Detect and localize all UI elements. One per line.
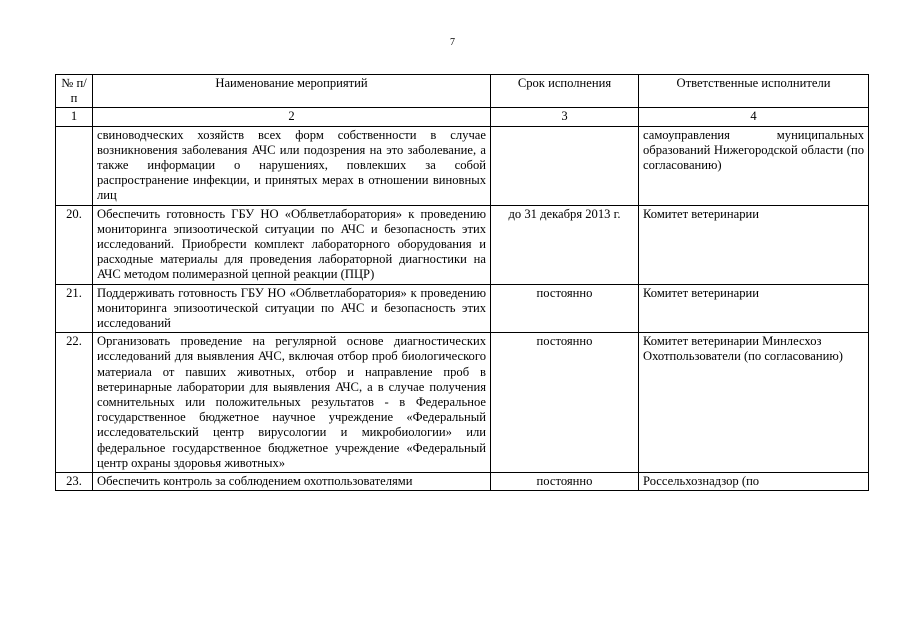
row-resp: Комитет ветеринарии <box>639 205 869 284</box>
table-row <box>56 284 869 333</box>
column-number-row <box>56 108 869 126</box>
col-number-3: 3 <box>491 108 639 126</box>
row-num: 22. <box>56 333 93 473</box>
measures-table <box>55 74 869 491</box>
row-num: 21. <box>56 284 93 333</box>
row-num <box>56 126 93 205</box>
row-resp: Россельхознадзор (по <box>639 473 869 491</box>
table-row <box>56 333 869 473</box>
col-number-1: 1 <box>56 108 93 126</box>
row-text: Обеспечить контроль за соблюдением охотпользователями <box>93 473 491 491</box>
page-number: 7 <box>450 37 455 48</box>
row-resp: Комитет ветеринарии Минлесхоз Охотпользователи (по согласованию) <box>639 333 869 473</box>
col-number-4: 4 <box>639 108 869 126</box>
row-text: Обеспечить готовность ГБУ НО «Облветлаборатория» к проведению мониторинга эпизоотической ситуации по АЧС и безопасность этих исследований. Приобрести комплект лабораторного оборудования и расходные материалы для проведения лабораторной диагностики на АЧС методом полимеразной цепной реакции (ПЦР) <box>93 205 491 284</box>
row-resp: Комитет ветеринарии <box>639 284 869 333</box>
row-text: свиноводческих хозяйств всех форм собственности в случае возникновения заболевания АЧС или подозрения на это заболевание, а также информации о нарушениях, повлекших за собой распространение инфекции, и принятых мерах в отношении виновных лиц <box>93 126 491 205</box>
row-term: до 31 декабря 2013 г. <box>491 205 639 284</box>
row-num: 20. <box>56 205 93 284</box>
header-term: Срок исполнения <box>491 75 639 108</box>
row-text: Организовать проведение на регулярной основе диагностических исследований для выявления АЧС, включая отбор проб биологического материала от павших животных, отбор и направление проб в ветеринарные лаборатории для выявления АЧС, а в случае получения сомнительных или положительных результатов - в Федеральное государственное бюджетное научное учреждение «Федеральный исследовательский центр вирусологии и микробиологии» или федеральное государственное бюджетное учреждение «Федеральный центр охраны здоровья животных» <box>93 333 491 473</box>
header-resp: Ответственные исполнители <box>639 75 869 108</box>
table-header-row <box>56 75 869 108</box>
row-text: Поддерживать готовность ГБУ НО «Облветлаборатория» к проведению мониторинга эпизоотической ситуации по АЧС и безопасность этих исследований <box>93 284 491 333</box>
row-term <box>491 126 639 205</box>
row-term: постоянно <box>491 284 639 333</box>
table-row <box>56 473 869 491</box>
row-term: постоянно <box>491 473 639 491</box>
row-resp: самоуправления муниципальных образований Нижегородской области (по согласованию) <box>639 126 869 205</box>
row-term: постоянно <box>491 333 639 473</box>
table-row <box>56 205 869 284</box>
header-num: № п/п <box>56 75 93 108</box>
table-row <box>56 126 869 205</box>
header-name: Наименование мероприятий <box>93 75 491 108</box>
row-num: 23. <box>56 473 93 491</box>
col-number-2: 2 <box>93 108 491 126</box>
